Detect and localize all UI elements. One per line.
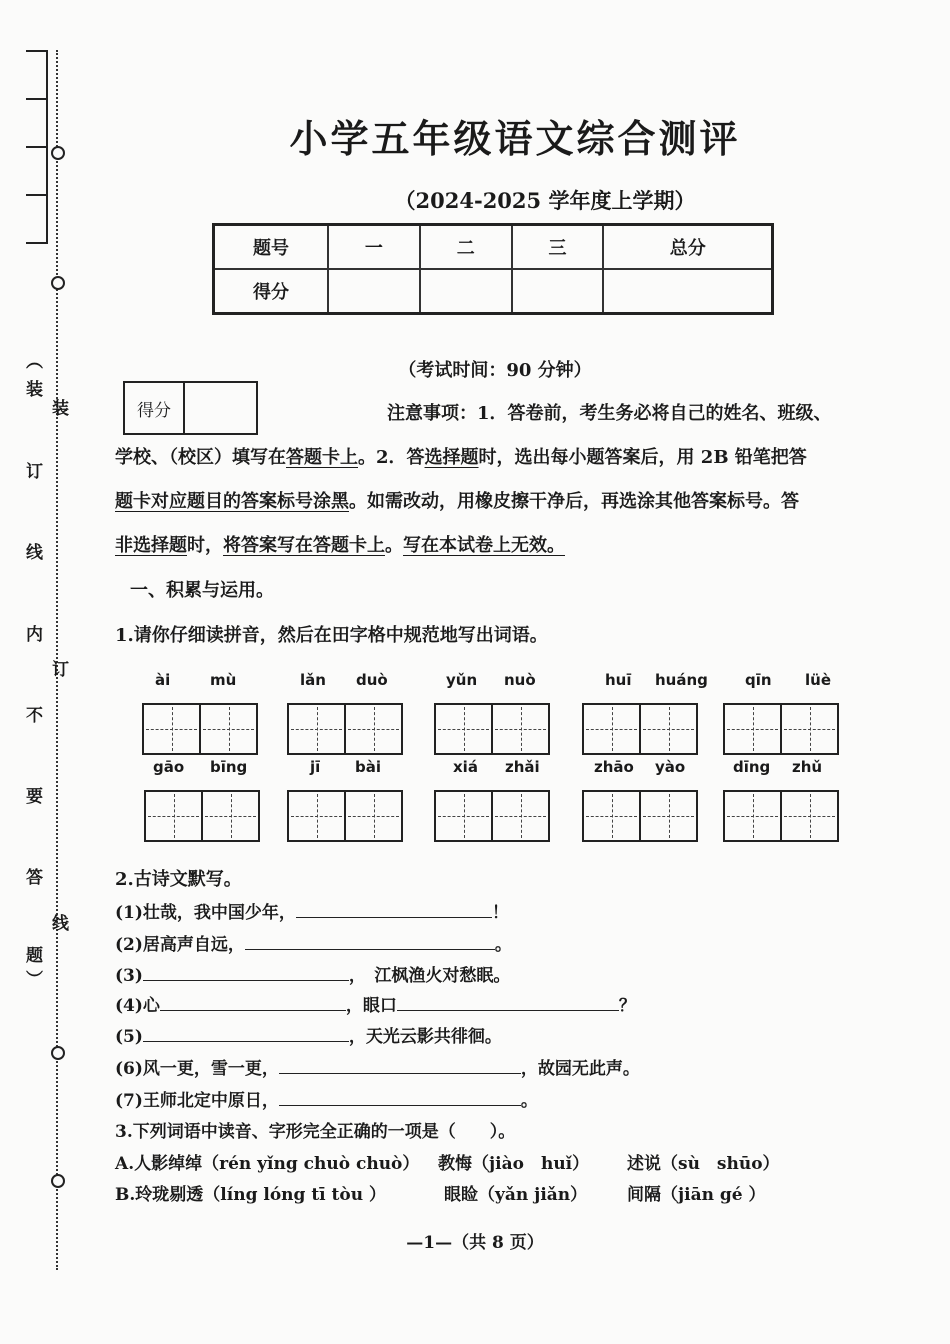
binding-char: 订	[52, 660, 69, 680]
poem-text: (6)风一更，雪一更，	[115, 1059, 279, 1079]
writing-grid[interactable]	[582, 703, 698, 755]
poem-line	[115, 991, 636, 1016]
notice-line	[115, 480, 915, 524]
question-prompt: 3.下列词语中读音、字形完全正确的一项是（ ）。	[115, 1122, 516, 1142]
writing-grid[interactable]	[287, 790, 403, 842]
notice-text: 学校、（校区）填写在	[115, 447, 286, 468]
section-score-cell[interactable]	[185, 383, 256, 433]
pinyin: huáng	[655, 671, 708, 689]
poem-line	[115, 1022, 502, 1047]
score-cell[interactable]	[328, 269, 420, 314]
binding-char: 线	[52, 914, 69, 934]
binding-hole	[51, 1046, 65, 1060]
score-cell[interactable]	[420, 269, 512, 314]
answer-blank[interactable]	[279, 1055, 521, 1074]
binding-box	[26, 50, 48, 100]
pinyin: mù	[210, 671, 237, 689]
poem-text: (7)王师北定中原日，	[115, 1091, 279, 1111]
binding-char: 题	[26, 946, 43, 966]
answer-blank[interactable]	[160, 992, 346, 1011]
pinyin: zhāo	[594, 758, 634, 776]
notice-text: 将答案写在答题卡上	[223, 535, 385, 556]
page-footer: —1—（共 8 页）	[406, 1233, 544, 1253]
pinyin: dīng	[733, 758, 771, 776]
pinyin: duò	[356, 671, 388, 689]
pinyin: huī	[605, 671, 632, 689]
poem-text: (3)	[115, 966, 143, 986]
score-table-header-row	[214, 225, 773, 270]
poem-text: ， 江枫渔火对愁眠。	[348, 966, 511, 986]
notice-text: 非选择题	[115, 535, 187, 556]
score-table	[212, 223, 774, 315]
exam-time: （考试时间：90 分钟）	[398, 360, 592, 381]
poem-line	[115, 1086, 538, 1111]
score-cell[interactable]	[603, 269, 772, 314]
notice-text: 时，	[187, 535, 223, 556]
option-text: A.人影绰绰（rén yǐng chuò chuò）	[115, 1154, 420, 1174]
poem-text: ，眼口	[345, 996, 397, 1016]
question-prompt: 2.古诗文默写。	[115, 869, 242, 890]
pinyin: jī	[310, 758, 321, 776]
score-row-label: 得分	[214, 269, 329, 314]
binding-char: ︶	[26, 970, 43, 990]
poem-text: ，故园无此声。	[520, 1059, 640, 1079]
pinyin: bīng	[210, 758, 248, 776]
score-table-header-cell: 一	[328, 225, 420, 270]
notice-text: 时，选出每小题答案后，用 2B 铅笔把答	[478, 447, 807, 468]
section-score-box	[123, 381, 258, 435]
writing-grid[interactable]	[434, 703, 550, 755]
section-score-label: 得分	[125, 383, 185, 433]
answer-blank[interactable]	[296, 899, 492, 918]
page-subtitle: （2024-2025 学年度上学期）	[394, 188, 696, 213]
notice-text: 。	[385, 535, 403, 556]
section-title: 一、积累与运用。	[130, 580, 274, 601]
poem-text: (2)居高声自远，	[115, 935, 245, 955]
poem-line	[115, 930, 512, 955]
binding-char: ︵	[26, 352, 43, 372]
pinyin: lǎn	[300, 671, 326, 689]
option-text: 述说（sù shūo）	[627, 1154, 780, 1174]
score-table-score-row	[214, 269, 773, 314]
poem-text: ！	[491, 903, 509, 923]
notice-line	[115, 524, 915, 568]
pinyin: xiá	[453, 758, 478, 776]
writing-grid[interactable]	[723, 703, 839, 755]
poem-line	[115, 961, 510, 986]
poem-line	[115, 898, 509, 923]
binding-char: 答	[26, 868, 43, 888]
answer-blank[interactable]	[279, 1087, 521, 1106]
notice-text: 。如需改动，用橡皮擦干净后，再选涂其他答案标号。答	[349, 491, 799, 512]
option-text: 教悔（jiào huǐ）	[438, 1154, 590, 1174]
poem-text: 。	[494, 935, 512, 955]
binding-hole	[51, 1174, 65, 1188]
answer-blank[interactable]	[143, 1023, 349, 1042]
notice-text: 选择题	[424, 447, 479, 468]
pinyin: lüè	[805, 671, 831, 689]
score-table-header-cell: 总分	[603, 225, 772, 270]
binding-hole	[51, 276, 65, 290]
option-text: B.玲珑剔透（líng lóng tī tòu ）	[115, 1185, 387, 1205]
option-text: 间隔（jiān gé ）	[627, 1185, 766, 1205]
pinyin: zhǔ	[792, 758, 823, 776]
page-title: 小学五年级语文综合测评	[289, 116, 741, 161]
poem-text: (4)心	[115, 996, 160, 1016]
notice-line: 注意事项：1．答卷前，考生务必将自己的姓名、班级、	[387, 403, 832, 424]
score-table-header-cell: 三	[512, 225, 604, 270]
poem-text: (1)壮哉，我中国少年，	[115, 903, 296, 923]
score-table-header-cell: 题号	[214, 225, 329, 270]
writing-grid[interactable]	[144, 790, 260, 842]
writing-grid[interactable]	[582, 790, 698, 842]
poem-text: ，天光云影共徘徊。	[348, 1027, 502, 1047]
score-table-header-cell: 二	[420, 225, 512, 270]
writing-grid[interactable]	[723, 790, 839, 842]
pinyin: qīn	[745, 671, 772, 689]
question-prompt: 1.请你仔细读拼音，然后在田字格中规范地写出词语。	[115, 625, 548, 646]
writing-grid[interactable]	[287, 703, 403, 755]
notice-text: 。2．答	[358, 447, 425, 468]
option-text: 眼睑（yǎn jiǎn）	[444, 1185, 588, 1205]
binding-char: 要	[26, 787, 43, 807]
poem-text: ？	[618, 996, 636, 1016]
pinyin: ài	[155, 671, 171, 689]
binding-char: 订	[26, 462, 43, 482]
pinyin: bài	[355, 758, 382, 776]
binding-char: 线	[26, 543, 43, 563]
binding-char: 内	[26, 625, 43, 645]
poem-text: 。	[520, 1091, 538, 1111]
notice-text: 答题卡上	[286, 447, 358, 468]
writing-grid[interactable]	[142, 703, 258, 755]
binding-char: 装	[52, 399, 69, 419]
score-cell[interactable]	[512, 269, 604, 314]
writing-grid[interactable]	[434, 790, 550, 842]
pinyin: nuò	[504, 671, 536, 689]
pinyin: gāo	[153, 758, 185, 776]
notice-text: 题卡对应题目的答案标号涂黑	[115, 491, 349, 512]
answer-blank[interactable]	[397, 992, 619, 1011]
poem-text: (5)	[115, 1027, 143, 1047]
binding-char: 不	[26, 706, 43, 726]
poem-line	[115, 1054, 640, 1079]
pinyin: yǔn	[446, 671, 478, 689]
notice-line	[115, 436, 915, 480]
pinyin: yào	[655, 758, 686, 776]
binding-char: 装	[26, 380, 43, 400]
pinyin: zhǎi	[505, 758, 540, 776]
answer-blank[interactable]	[143, 962, 349, 981]
notice-text: 写在本试卷上无效。	[403, 535, 565, 556]
answer-blank[interactable]	[245, 931, 495, 950]
